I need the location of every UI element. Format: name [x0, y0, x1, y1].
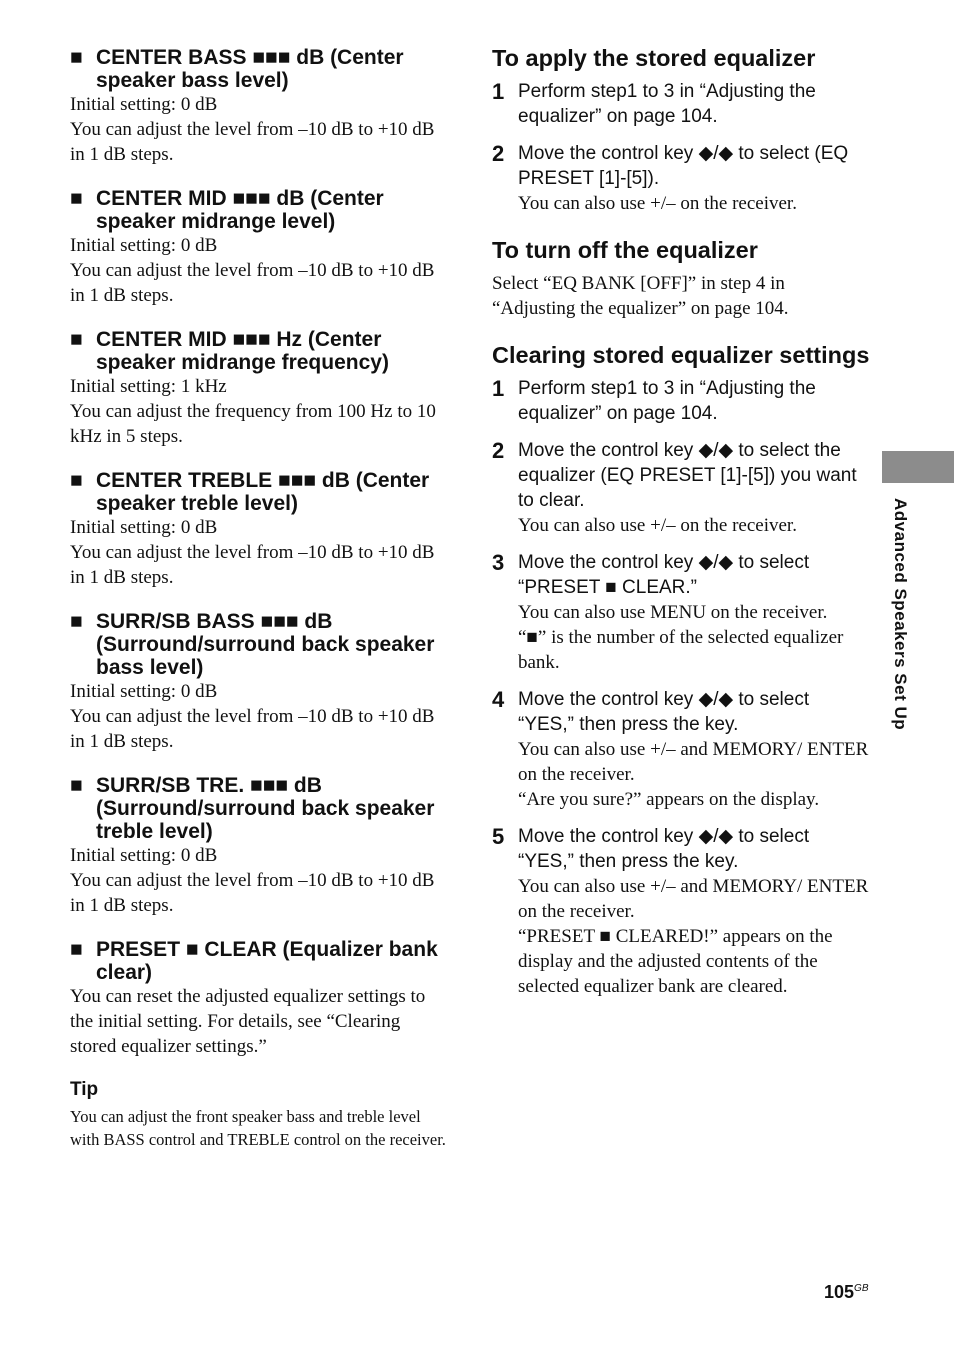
step-number: 1 [492, 376, 505, 401]
param-description: You can adjust the frequency from 100 Hz to 10 kHz in 5 steps. [70, 401, 436, 447]
param-description: You can adjust the level from –10 dB to +10 dB in 1 dB steps. [70, 870, 435, 916]
param-center-mid-level [70, 187, 450, 308]
step-note: You can also use +/– on the receiver. [518, 515, 797, 536]
step-text: Move the control key ◆/◆ to select “PRESET ■ CLEAR.” [518, 552, 810, 598]
page-number-value: 105 [824, 1282, 855, 1302]
step-item [492, 376, 870, 426]
param-center-treble [70, 469, 450, 590]
initial-setting: Initial setting: 0 dB [70, 845, 218, 866]
section-heading: To apply the stored equalizer [492, 45, 816, 71]
step-item [492, 824, 870, 999]
step-note: “Are you sure?” appears on the display. [518, 789, 820, 810]
step-number: 5 [492, 824, 505, 849]
param-heading: SURR/SB TRE. ■■■ dB (Surround/surround back speaker treble level) [96, 774, 435, 843]
page-number [824, 1282, 869, 1303]
param-center-mid-frequency [70, 328, 450, 449]
step-text: Move the control key ◆/◆ to select (EQ PRESET [1]-[5]). [518, 143, 849, 189]
step-note: You can also use +/– and MEMORY/ ENTER on the receiver. [518, 876, 869, 922]
step-number: 3 [492, 550, 505, 575]
step-item [492, 438, 870, 538]
bullet-square-icon: ■ [70, 774, 83, 797]
step-item [492, 550, 870, 675]
initial-setting: Initial setting: 0 dB [70, 235, 218, 256]
param-heading: CENTER TREBLE ■■■ dB (Center speaker treble level) [96, 469, 430, 515]
step-item [492, 79, 870, 129]
right-column [492, 46, 870, 1021]
section-text: Select “EQ BANK [OFF]” in step 4 in “Adjusting the equalizer” on page 104. [492, 273, 789, 319]
step-note: You can also use +/– on the receiver. [518, 193, 797, 214]
section-turn-off-equalizer [492, 238, 870, 321]
section-heading: Clearing stored equalizer settings [492, 342, 870, 368]
step-note: You can also use +/– and MEMORY/ ENTER on the receiver. [518, 739, 869, 785]
param-description: You can adjust the level from –10 dB to +10 dB in 1 dB steps. [70, 542, 435, 588]
bullet-square-icon: ■ [70, 328, 83, 351]
step-item [492, 687, 870, 812]
param-description: You can adjust the level from –10 dB to +10 dB in 1 dB steps. [70, 260, 435, 306]
step-note: “PRESET ■ CLEARED!” appears on the display and the adjusted contents of the selected equalizer bank are cleared. [518, 926, 833, 997]
side-section-label: Advanced Speakers Set Up [891, 498, 910, 731]
param-preset-clear [70, 938, 450, 1059]
step-text: Perform step1 to 3 in “Adjusting the equalizer” on page 104. [518, 81, 816, 127]
param-surr-sb-treble [70, 774, 450, 918]
side-tab-marker [882, 451, 954, 483]
bullet-square-icon: ■ [70, 187, 83, 210]
step-text: Move the control key ◆/◆ to select “YES,” then press the key. [518, 689, 810, 735]
step-number: 1 [492, 79, 505, 104]
param-surr-sb-bass [70, 610, 450, 754]
left-column [70, 46, 450, 1151]
bullet-square-icon: ■ [70, 610, 83, 633]
step-text: Move the control key ◆/◆ to select the equalizer (EQ PRESET [1]-[5]) you want to clear. [518, 440, 857, 511]
bullet-square-icon: ■ [70, 46, 83, 69]
initial-setting: Initial setting: 0 dB [70, 517, 218, 538]
bullet-square-icon: ■ [70, 938, 83, 961]
param-heading: CENTER MID ■■■ dB (Center speaker midrange level) [96, 187, 384, 233]
param-heading: CENTER BASS ■■■ dB (Center speaker bass level) [96, 46, 404, 92]
tip-text: You can adjust the front speaker bass and treble level with BASS control and TREBLE control on the receiver. [70, 1107, 446, 1149]
param-center-bass [70, 46, 450, 167]
tip-title: Tip [70, 1079, 99, 1100]
step-note: “■” is the number of the selected equalizer bank. [518, 627, 844, 673]
param-heading: SURR/SB BASS ■■■ dB (Surround/surround back speaker bass level) [96, 610, 435, 679]
step-number: 4 [492, 687, 505, 712]
initial-setting: Initial setting: 0 dB [70, 94, 218, 115]
initial-setting: Initial setting: 1 kHz [70, 376, 227, 397]
page-number-suffix: GB [854, 1283, 869, 1294]
section-apply-equalizer [492, 46, 870, 216]
param-heading: CENTER MID ■■■ Hz (Center speaker midrange frequency) [96, 328, 389, 374]
step-note: You can also use MENU on the receiver. [518, 602, 828, 623]
step-number: 2 [492, 141, 505, 166]
section-clearing-equalizer [492, 343, 870, 999]
bullet-square-icon: ■ [70, 469, 83, 492]
step-text: Perform step1 to 3 in “Adjusting the equalizer” on page 104. [518, 378, 816, 424]
param-description: You can adjust the level from –10 dB to +10 dB in 1 dB steps. [70, 706, 435, 752]
param-description: You can reset the adjusted equalizer settings to the initial setting. For details, see “Clearing stored equalizer settings.” [70, 986, 426, 1057]
param-description: You can adjust the level from –10 dB to +10 dB in 1 dB steps. [70, 119, 435, 165]
step-text: Move the control key ◆/◆ to select “YES,” then press the key. [518, 826, 810, 872]
param-heading: PRESET ■ CLEAR (Equalizer bank clear) [96, 938, 438, 984]
section-heading: To turn off the equalizer [492, 237, 758, 263]
step-number: 2 [492, 438, 505, 463]
step-item [492, 141, 870, 216]
initial-setting: Initial setting: 0 dB [70, 681, 218, 702]
tip-box [70, 1079, 450, 1151]
